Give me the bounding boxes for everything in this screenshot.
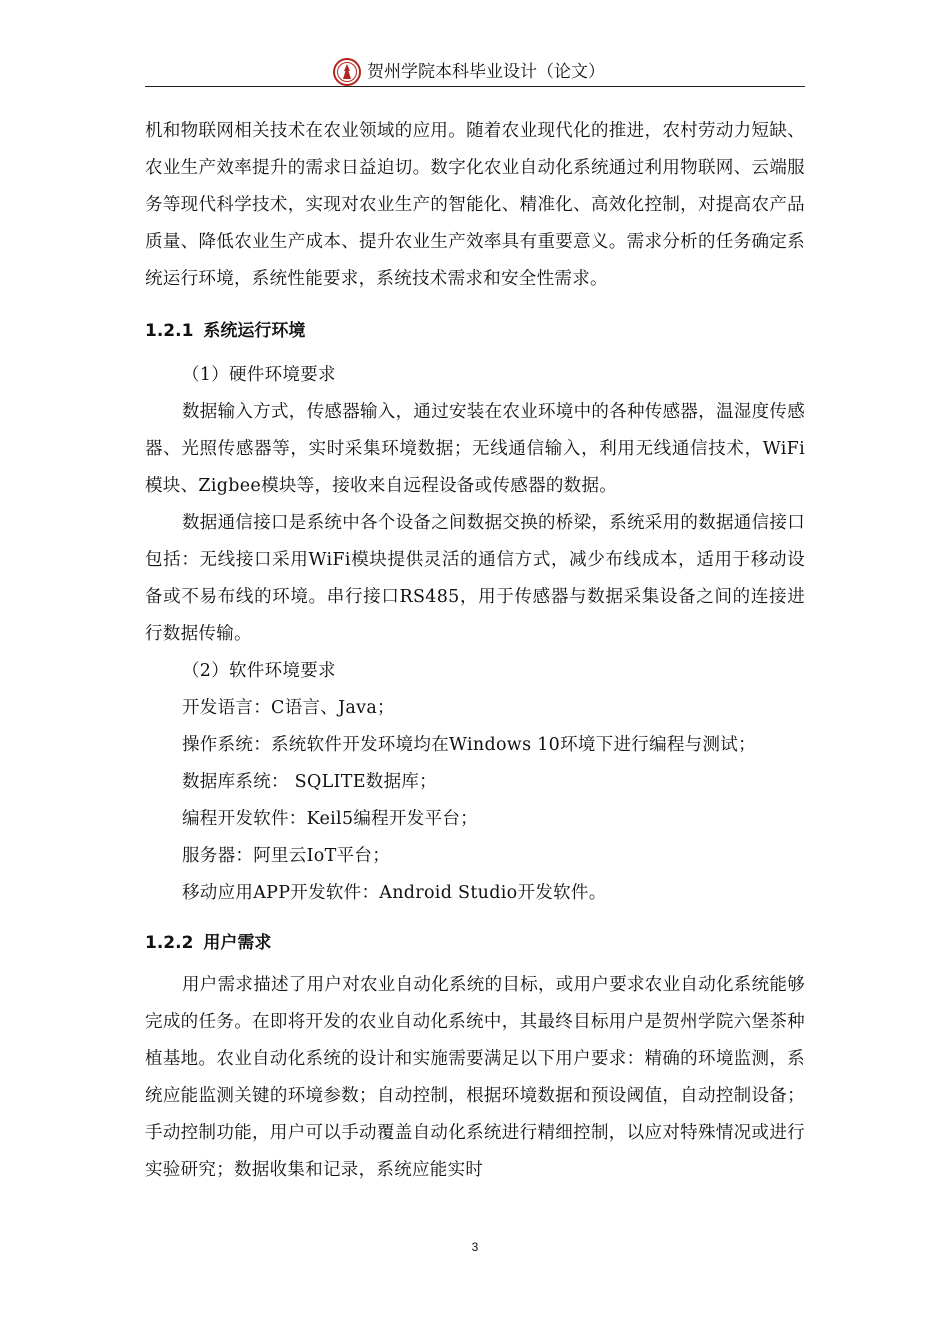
hardware-paragraph-interface: 数据通信接口是系统中各个设备之间数据交换的桥梁，系统采用的数据通信接口包括：无线接口采用WiFi模块提供灵活的通信方式，减少布线成本，适用于移动设备或不易布线的环境。串行接口RS485，用于传感器与数据采集设备之间的连接进行数据传输。 xyxy=(145,513,805,644)
university-logo xyxy=(333,58,361,86)
hardware-paragraph-input: 数据输入方式，传感器输入，通过安装在农业环境中的各种传感器，温湿度传感器、光照传感器等，实时采集环境数据；无线通信输入，利用无线通信技术，WiFi模块、Zigbee模块等，接收来自远程设备或传感器的数据。 xyxy=(145,402,805,496)
section-heading-user-requirements xyxy=(145,928,805,953)
header-title: 贺州学院本科毕业设计（论文） xyxy=(367,62,609,82)
page-content xyxy=(145,113,805,1189)
section-title: 用户需求 xyxy=(203,933,272,953)
section-number: 1.2.1 xyxy=(145,321,194,341)
section-title: 系统运行环境 xyxy=(203,321,306,341)
software-heading: （2）软件环境要求 xyxy=(182,661,336,681)
page-number: 3 xyxy=(471,1240,479,1254)
software-item: 移动应用APP开发软件：Android Studio开发软件。 xyxy=(182,883,607,903)
intro-paragraph: 机和物联网相关技术在农业领域的应用。随着农业现代化的推进，农村劳动力短缺、农业生产效率提升的需求日益迫切。数字化农业自动化系统通过利用物联网、云端服务等现代科学技术，实现对农业生产的智能化、精准化、高效化控制，对提高农产品质量、降低农业生产成本、提升农业生产效率具有重要意义。需求分析的任务确定系统运行环境，系统性能要求，系统技术需求和安全性需求。 xyxy=(145,121,805,289)
section-heading-runtime-env xyxy=(145,316,805,341)
header-rule xyxy=(145,86,805,87)
hardware-heading: （1）硬件环境要求 xyxy=(182,365,336,385)
page-header xyxy=(145,58,805,90)
software-item: 数据库系统： SQLITE数据库； xyxy=(182,772,437,792)
user-requirements-paragraph: 用户需求描述了用户对农业自动化系统的目标，或用户要求农业自动化系统能够完成的任务。在即将开发的农业自动化系统中，其最终目标用户是贺州学院六堡茶种植基地。农业自动化系统的设计和实施需要满足以下用户要求：精确的环境监测，系统应能监测关键的环境参数；自动控制，根据环境数据和预设阈值，自动控制设备；手动控制功能，用户可以手动覆盖自动化系统进行精细控制，以应对特殊情况或进行实验研究；数据收集和记录，系统应能实时 xyxy=(145,975,805,1180)
software-item: 编程开发软件：Keil5编程开发平台； xyxy=(182,809,478,829)
software-item: 开发语言：C语言、Java； xyxy=(182,698,395,718)
software-item: 操作系统：系统软件开发环境均在Windows 10环境下进行编程与测试； xyxy=(182,735,756,755)
software-item: 服务器：阿里云IoT平台； xyxy=(182,846,391,866)
section-number: 1.2.2 xyxy=(145,933,194,953)
